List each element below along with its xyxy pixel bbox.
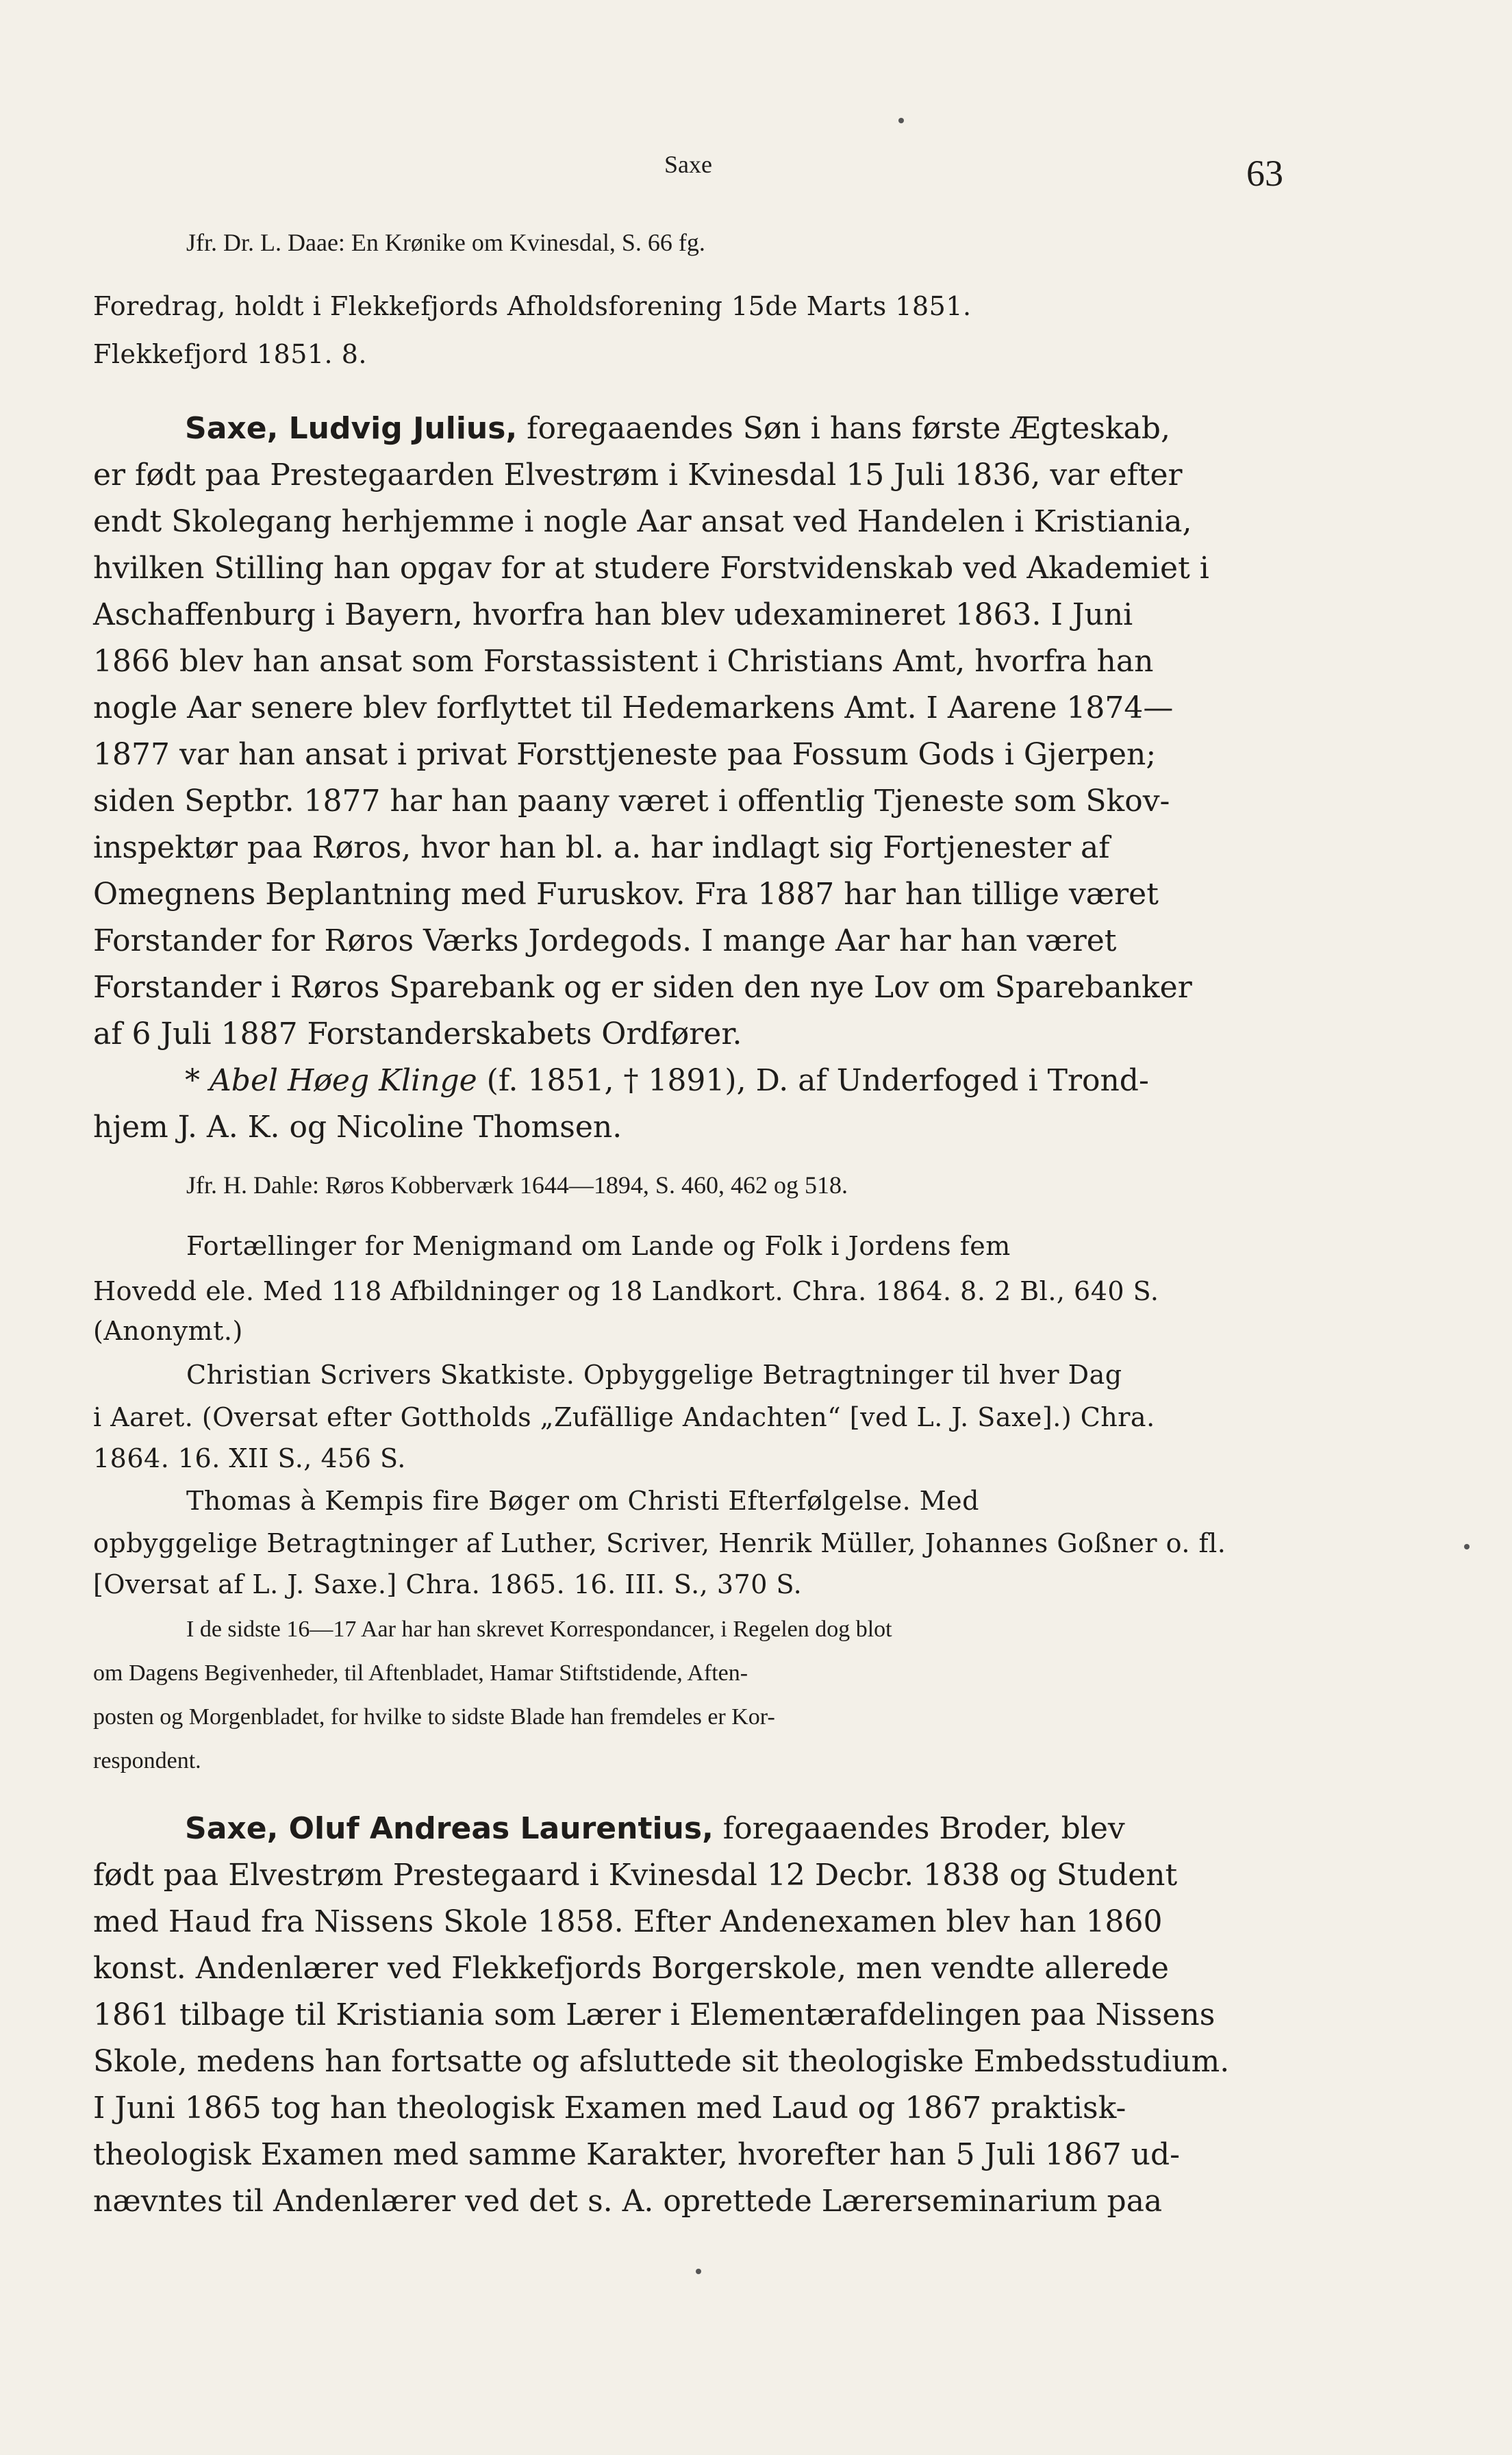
work-title-line: Fortællinger for Menigmand om Lande og Folk i Jordens fem [186, 1231, 1011, 1261]
reference-line: Jfr. Dr. L. Daae: En Krønike om Kvinesdal, S. 66 fg. [186, 229, 705, 256]
body-line: Forstander for Røros Værks Jordegods. I mange Aar har han været [93, 923, 1117, 958]
work-title-line: Thomas à Kempis fire Bøger om Christi Efterfølgelse. Med [186, 1486, 979, 1516]
body-line: af 6 Juli 1887 Forstanderskabets Ordfører. [93, 1017, 742, 1051]
marriage-star: * [185, 1063, 200, 1098]
entry-heading-line [185, 411, 1170, 446]
body-line: siden Septbr. 1877 har han paany været i offentlig Tjeneste som Skov- [93, 784, 1170, 819]
publication-title-line: Foredrag, holdt i Flekkefjords Afholdsforening 15de Marts 1851. [93, 291, 972, 321]
print-speck [898, 118, 904, 123]
page-number: 63 [1246, 153, 1283, 194]
entry-name: Saxe, Ludvig Julius, [185, 411, 518, 446]
body-line: 1877 var han ansat i privat Forsttjeneste paa Fossum Gods i Gjerpen; [93, 737, 1157, 772]
body-line: er født paa Prestegaarden Elvestrøm i Kvinesdal 15 Juli 1836, var efter [93, 458, 1183, 493]
reference-line: Jfr. H. Dahle: Røros Kobberværk 1644—1894, S. 460, 462 og 518. [186, 1171, 848, 1199]
work-line: 1864. 16. XII S., 456 S. [93, 1443, 406, 1473]
publication-title-line: Flekkefjord 1851. 8. [93, 339, 367, 369]
body-line: 1866 blev han ansat som Forstassistent i Christians Amt, hvorfra han [93, 644, 1154, 679]
body-line: nævntes til Andenlærer ved det s. A. oprettede Lærerseminarium paa [93, 2184, 1163, 2219]
entry-text: foregaaendes Søn i hans første Ægteskab, [527, 411, 1170, 446]
marriage-line: hjem J. A. K. og Nicoline Thomsen. [93, 1110, 622, 1145]
print-speck [696, 2269, 701, 2274]
note-line: posten og Morgenbladet, for hvilke to sidste Blade han fremdeles er Kor- [93, 1704, 775, 1730]
body-line: Skole, medens han fortsatte og afsluttede sit theologiske Embedsstudium. [93, 2044, 1230, 2079]
body-line: nogle Aar senere blev forflyttet til Hedemarkens Amt. I Aarene 1874— [93, 690, 1174, 725]
body-line: Aschaffenburg i Bayern, hvorfra han blev udexamineret 1863. I Juni [93, 597, 1133, 632]
body-line: hvilken Stilling han opgav for at studere Forstvidenskab ved Akademiet i [93, 551, 1209, 586]
entry-text: foregaaendes Broder, blev [722, 1811, 1125, 1846]
body-line: Omegnens Beplantning med Furuskov. Fra 1887 har han tillige været [93, 877, 1159, 912]
body-line: med Haud fra Nissens Skole 1858. Efter Andenexamen blev han 1860 [93, 1904, 1163, 1939]
work-line: (Anonymt.) [93, 1316, 243, 1346]
work-line: i Aaret. (Oversat efter Gottholds „Zufällige Andachten“ [ved L. J. Saxe].) Chra. [93, 1402, 1155, 1432]
marriage-text: (f. 1851, † 1891), D. af Underfoged i Trond- [486, 1063, 1149, 1098]
work-line: Hovedd ele. Med 118 Afbildninger og 18 Landkort. Chra. 1864. 8. 2 Bl., 640 S. [93, 1276, 1159, 1306]
work-title-line: Christian Scrivers Skatkiste. Opbyggelige Betragtninger til hver Dag [186, 1360, 1122, 1390]
running-title: Saxe [664, 151, 712, 178]
note-line: I de sidste 16—17 Aar har han skrevet Korrespondancer, i Regelen dog blot [186, 1617, 892, 1642]
work-line: opbyggelige Betragtninger af Luther, Scriver, Henrik Müller, Johannes Goßner o. fl. [93, 1528, 1226, 1558]
body-line: inspektør paa Røros, hvor han bl. a. har indlagt sig Fortjenester af [93, 830, 1110, 865]
spouse-name: Abel Høeg Klinge [210, 1063, 477, 1098]
note-line: respondent. [93, 1748, 201, 1773]
body-line: 1861 tilbage til Kristiania som Lærer i Elementærafdelingen paa Nissens [93, 1997, 1215, 2032]
entry-name: Saxe, Oluf Andreas Laurentius, [185, 1811, 714, 1846]
note-line: om Dagens Begivenheder, til Aftenbladet, Hamar Stiftstidende, Aften- [93, 1660, 748, 1686]
body-line: theologisk Examen med samme Karakter, hvorefter han 5 Juli 1867 ud- [93, 2137, 1181, 2172]
body-line: født paa Elvestrøm Prestegaard i Kvinesdal 12 Decbr. 1838 og Student [93, 1858, 1178, 1893]
marriage-line [185, 1063, 1149, 1098]
body-line: I Juni 1865 tog han theologisk Examen med Laud og 1867 praktisk- [93, 2091, 1126, 2126]
body-line: konst. Andenlærer ved Flekkefjords Borgerskole, men vendte allerede [93, 1951, 1169, 1986]
entry-heading-line [185, 1811, 1125, 1846]
print-speck [1464, 1544, 1470, 1549]
work-line: [Oversat af L. J. Saxe.] Chra. 1865. 16. III. S., 370 S. [93, 1569, 803, 1599]
body-line: endt Skolegang herhjemme i nogle Aar ansat ved Handelen i Kristiania, [93, 504, 1192, 539]
body-line: Forstander i Røros Sparebank og er siden den nye Lov om Sparebanker [93, 970, 1192, 1005]
